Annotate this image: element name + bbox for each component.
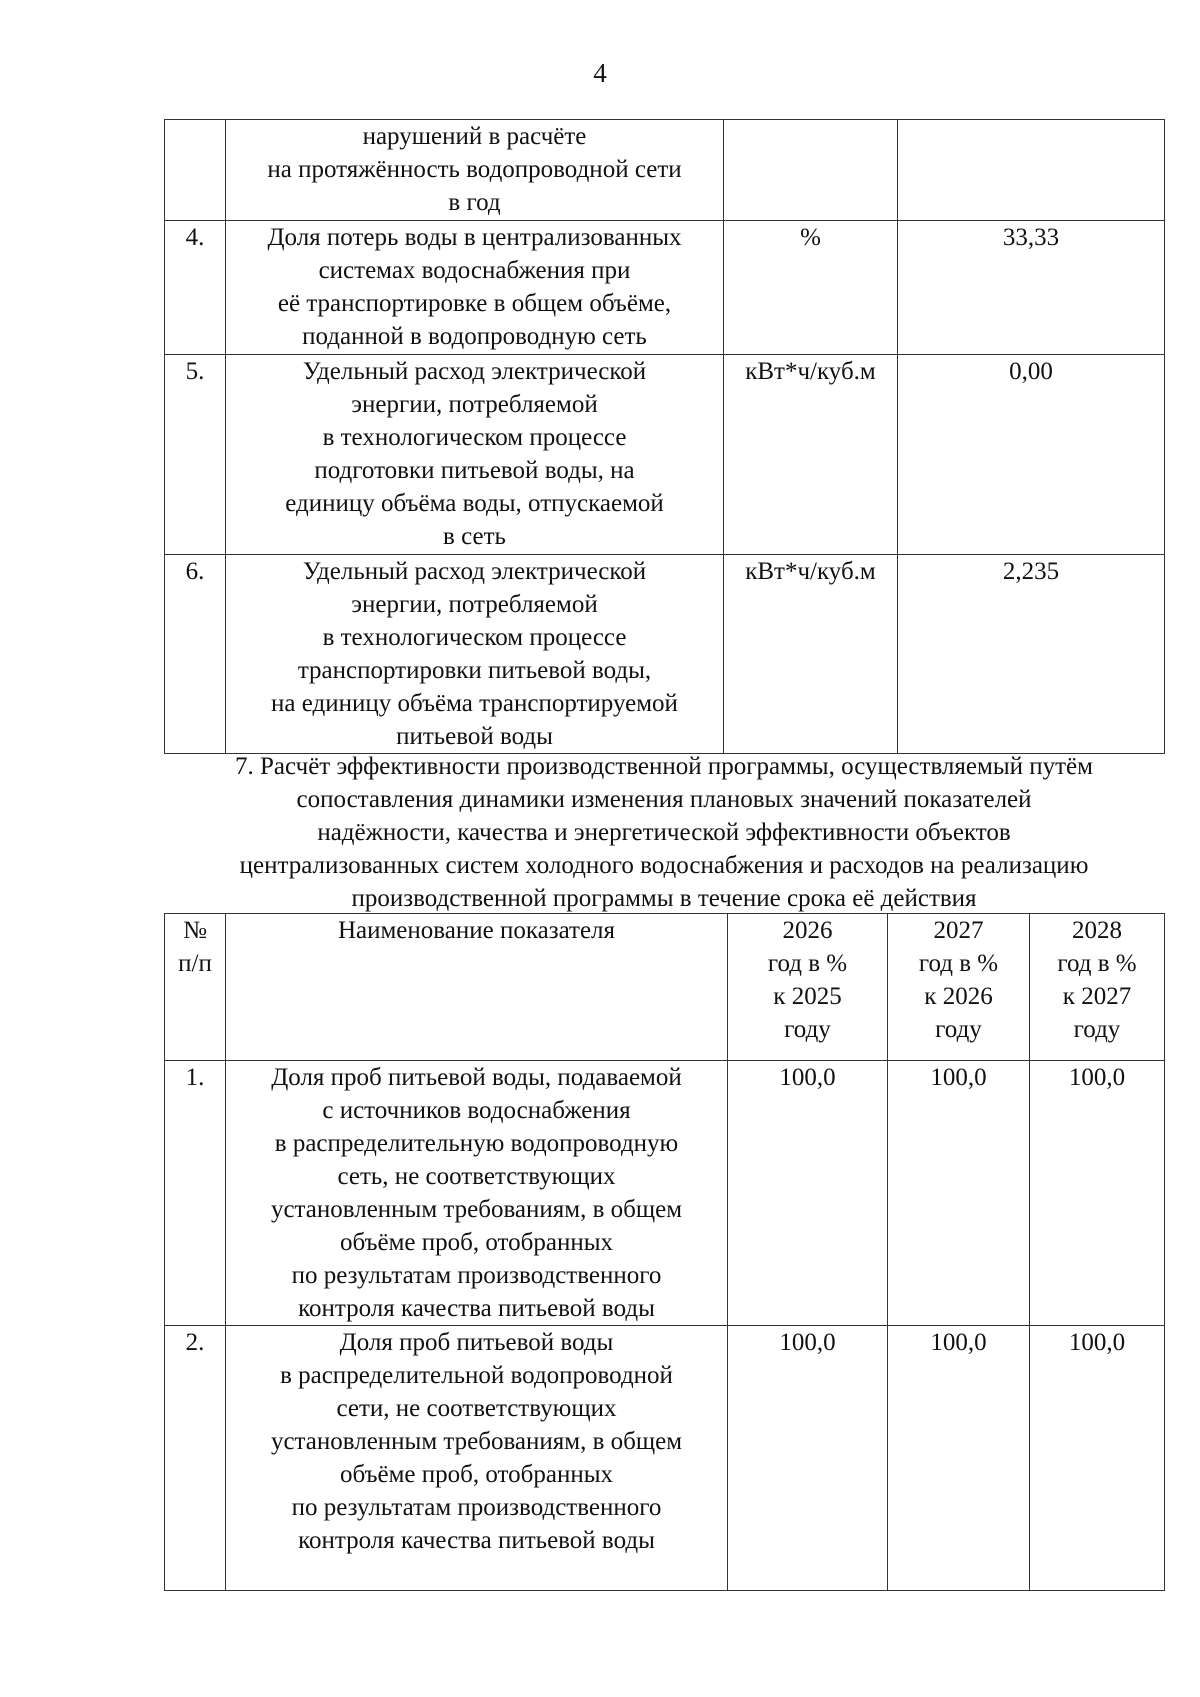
- table-row: [165, 120, 1165, 221]
- table-row: [165, 555, 1165, 754]
- unit-of-measure: [724, 120, 898, 221]
- indicators-table: [164, 119, 1165, 754]
- unit-of-measure: кВт*ч/куб.м: [724, 555, 898, 754]
- table-row: [165, 221, 1165, 355]
- row-number: 6.: [165, 555, 226, 754]
- header-indicator-name: Наименование показателя: [226, 914, 728, 1061]
- page-number: 4: [593, 58, 607, 88]
- header-year-2028: 2028 год в % к 2027 году: [1030, 914, 1165, 1061]
- value-2026: 100,0: [728, 1061, 888, 1326]
- indicator-name: Доля проб питьевой воды, подаваемой с источников водоснабжения в распределительную водопроводную сеть, не соответствующих установленным требованиям, в общем объёме проб, отобранных по результатам производственного контроля качества питьевой воды: [226, 1061, 728, 1326]
- indicator-value: 2,235: [898, 555, 1165, 754]
- header-number: № п/п: [165, 914, 226, 1061]
- row-number: 1.: [165, 1061, 226, 1326]
- row-number: 2.: [165, 1326, 226, 1591]
- table-row: [165, 355, 1165, 555]
- header-year-2027: 2027 год в % к 2026 году: [888, 914, 1030, 1061]
- indicator-value: [898, 120, 1165, 221]
- indicator-name: Доля проб питьевой воды в распределительной водопроводной сети, не соответствующих установленным требованиям, в общем объёме проб, отобранных по результатам производственного контроля качества питьевой воды: [226, 1326, 728, 1591]
- unit-of-measure: %: [724, 221, 898, 355]
- table-row: [165, 1326, 1165, 1591]
- indicator-name: Удельный расход электрической энергии, потребляемой в технологическом процессе подготовки питьевой воды, на единицу объёма воды, отпускаемой в сеть: [226, 355, 724, 555]
- value-2027: 100,0: [888, 1326, 1030, 1591]
- indicator-value: 33,33: [898, 221, 1165, 355]
- header-year-2026: 2026 год в % к 2025 году: [728, 914, 888, 1061]
- row-number: 4.: [165, 221, 226, 355]
- table-header-row: [165, 914, 1165, 1061]
- row-number: [165, 120, 226, 221]
- value-2026: 100,0: [728, 1326, 888, 1591]
- unit-of-measure: кВт*ч/куб.м: [724, 355, 898, 555]
- indicator-name: Удельный расход электрической энергии, потребляемой в технологическом процессе транспортировки питьевой воды, на единицу объёма транспортируемой питьевой воды: [226, 555, 724, 754]
- table-row: [165, 1061, 1165, 1326]
- value-2027: 100,0: [888, 1061, 1030, 1326]
- section-heading: 7. Расчёт эффективности производственной программы, осуществляемый путём сопоставления динамики изменения плановых значений показателей надёжности, качества и энергетической эффективности объектов централизованных систем холодного водоснабжения и расходов на реализацию производственной программы в течение срока её действия: [235, 753, 1093, 912]
- indicator-value: 0,00: [898, 355, 1165, 555]
- value-2028: 100,0: [1030, 1061, 1165, 1326]
- indicator-name: Доля потерь воды в централизованных системах водоснабжения при её транспортировке в общем объёме, поданной в водопроводную сеть: [226, 221, 724, 355]
- row-number: 5.: [165, 355, 226, 555]
- efficiency-table: [164, 913, 1165, 1591]
- value-2028: 100,0: [1030, 1326, 1165, 1591]
- indicator-name: нарушений в расчёте на протяжённость водопроводной сети в год: [226, 120, 724, 221]
